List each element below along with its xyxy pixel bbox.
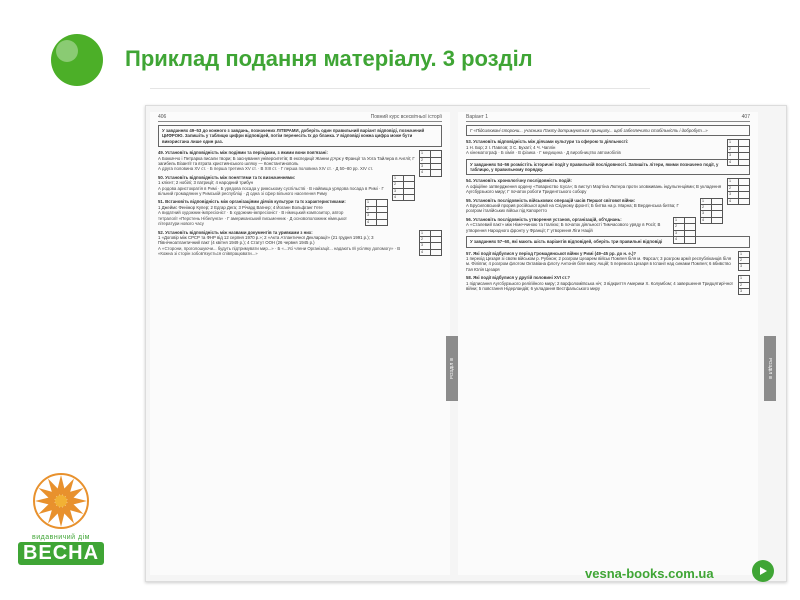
slide-title: Приклад подання матеріалу. 3 розділ — [125, 46, 533, 71]
website-link[interactable]: vesna-books.com.ua — [585, 566, 714, 581]
left-page — [150, 112, 450, 575]
sun-emblem-icon — [18, 470, 104, 532]
task-body: 1 Н. Бор; 2 І. Павлов; 3 С. Бухаті; 4 Ч. Чаплін — [466, 144, 556, 150]
publisher-name: ВЕСНА — [18, 542, 104, 565]
left-page-title: Повний курс всесвітньої історії — [370, 114, 442, 120]
task-question: 51. Встановіть відповідність між організаціями діячів культури та їх характеристиками: — [158, 199, 346, 205]
task-50 — [158, 174, 442, 200]
task-body: А Боккаччо і Петрарка писали твори; Б заснування університетів; В експедиції Жанни д'Арк у Франції та Уота Тайлера в Англії; Г загибель Візантії та втрата християнського шляху — Константинополь — [158, 155, 415, 167]
task-body: 1 перехід Цезаря зі своїм військом р. Рубікон; 2 розгром Цезарем військ Помпея біля м. Фарсал; 3 розгром армії республіканців біля м. Філіппи; 4 розгром флотом Октавіана флоту Антонія біля мису Акцій; 5 перемога Цезаря в Іспанії над синами Помпея; 6 вбивство Гая Юлія Цезаря — [466, 255, 732, 272]
task-body: 1 Джеймс Фенімор Купер; 2 Едгар Дега; 3 Річард Вагнер; 4 Йоганн Вольфганг Гете — [158, 204, 323, 210]
answer-grid: 1 2 3 — [738, 251, 750, 271]
task-question: 54. Установіть хронологічну послідовність подій: — [466, 178, 572, 184]
task-58 — [466, 275, 750, 291]
right-page-label: Варіант 1 — [466, 114, 489, 120]
task-question: 55. Установіть послідовність військових операцій часів Першої світової війни: — [466, 197, 636, 203]
right-page-header — [466, 114, 750, 122]
task-body: 1 клієнт; 2 нобілі; 3 патриції; 4 народний трибун — [158, 180, 254, 186]
task-answers: А друга половина XV ст. · Б перша третина XV ст. · В XIII ст. · Г перша половина XIV ст. · Д 50–80 рр. XIV ст. — [158, 166, 373, 172]
answer-grid: 1 2 3 — [738, 275, 750, 295]
task-question: 49. Установіть відповідність між подіями та періодами, з якими вони пов'язані: — [158, 150, 328, 156]
answer-grid: 1 2 3 4 — [727, 178, 750, 205]
task-question: 50. Установіть відповідність між поняттями та їх визначеннями: — [158, 174, 296, 180]
task-answers: А «Сторони, проголошуючи... будуть підтримувати мир...» · Б «...Усі члени Організації... надають їй усіляку допомогу» · В «Кожна зі сторін зобов'язується співпрацювати...» — [158, 245, 401, 257]
task-body: А офіційне затвердження ордену «Товариство Ісуса»; Б виступ Мартіна Лютера проти зловживань індульгенціями; В укладення Аугсбурзького миру; Г початок роботи Тридентського собору — [466, 183, 722, 195]
decorative-green-circle — [51, 34, 103, 86]
play-arrow-icon — [758, 566, 768, 576]
right-page-number: 407 — [741, 114, 750, 120]
title-divider — [150, 88, 650, 89]
instruction-54-56: У завданнях 54–56 розмістіть історичні події у правильній послідовності. Запишіть літери, якими позначено події, у таблицю, у правильному порядку. — [466, 159, 750, 176]
task-answers: А видатний художник-імпресіоніст · Б художник-імпресіоніст · В німецький композитор, автор тетралогії «Перстень Нібелунга» · Г американський письменник · Д основоположник німецької літератури нового часу — [158, 210, 347, 227]
answer-grid: 1 2 3 4 — [392, 175, 415, 202]
answer-grid: 1 2 3 4 — [727, 139, 750, 166]
answer-grid: 1 2 3 4 — [673, 217, 696, 244]
left-intro: У завданнях 49–53 до кожного з завдань, позначених ЛІТЕРАМИ, доберіть один правильний варіант відповіді, позначений ЦИФРОЮ. Запишіть у таблицю цифри відповідей, потім перенесіть їх до бланка. У відповіді кожна цифра може бути використана лише один раз. — [158, 125, 442, 147]
task-52 — [158, 230, 442, 257]
task-49 — [158, 150, 442, 175]
task-question: 52. Установіть відповідність між назвами документів та уривками з них: — [158, 229, 313, 235]
task-body: А Брусиловський прорив російської армії на Східному фронті; Б битва на р. Марна; В Верденська битва; Г розгром італійських військ під Капоретто — [466, 203, 679, 214]
task-question: 58. Які події відбулися у другій половині XVI ст.? — [466, 275, 571, 281]
answer-grid: 1 2 3 4 — [419, 150, 442, 177]
task-answers: А родова аристократія в Римі · Б урядова посада у римському суспільстві · В найвища урядова посада в Римі · Г вільний громадянин у Римській республіці · Д одна зі сфер вільного населення Риму — [158, 185, 384, 197]
book-spread-image — [145, 105, 787, 582]
task-57 — [466, 251, 750, 273]
answer-grid: 1 2 3 4 — [700, 198, 723, 225]
task-body: А «Сталевий пакт» між Німеччиною та Італією; Б початок діяльності Тимчасового уряду в Росії; В утворення Народного фронту у Франції; Г утворення Ліги Націй — [466, 222, 661, 233]
answer-grid: 1 2 3 4 — [365, 199, 388, 226]
next-slide-button[interactable] — [752, 560, 774, 582]
section-tab-right: РОЗДІЛ ІІІ — [764, 336, 776, 401]
task-body: 1 «Договір між СРСР та ФНР від 12 серпня 1970 р.»; 2 «Акта Атлантичної Декларації» (21 грудня 1991 р.); 3 Північноатлантичний пакт (4 квітня 1949 р.); 4 Статут ООН (26 червня 1945 р.) — [158, 234, 374, 246]
task-body: 1 підписання Аугсбурзького релігійного миру; 2 варфоломіївська ніч; 3 відкриття Америки Х. Колумбом; 4 завершення Тридцятирічної війни; 5 повстання Нідерландів; 6 укладання Вестфальського миру — [466, 280, 733, 291]
task-question: 53. Установіть відповідність між діячами культури та сферою їх діяльності: — [466, 139, 629, 145]
task-53 — [466, 139, 750, 164]
right-quote: Г «Підсилювані сторони... учасники Пакту дотримуються принципу... щоб забезпечити стабільність і добробут...» — [466, 125, 750, 136]
left-page-header — [158, 114, 442, 122]
task-question: 56. Установіть послідовність утворення установ, організацій, об'єднань: — [466, 216, 622, 222]
section-tab-left: РОЗДІЛ ІІІ — [446, 336, 458, 401]
right-page — [458, 112, 758, 575]
publisher-line: видавничий дім — [32, 534, 90, 541]
task-answers: А кінематограф · Б хімія · В фізика · Г медицина · Д виробництво автомобілів — [466, 150, 621, 156]
task-51 — [158, 199, 442, 226]
instruction-57-60: У завданнях 57–60, які мають шість варіантів відповідей, оберіть три правильні відповіді — [466, 236, 750, 247]
task-question: 57. Які події відбулися у період Громадянської війни у Римі (49–45 рр. до н. е.)? — [466, 250, 637, 256]
publisher-logo — [18, 470, 104, 565]
left-page-number: 406 — [158, 114, 167, 120]
answer-grid: 1 2 3 4 — [419, 230, 442, 257]
